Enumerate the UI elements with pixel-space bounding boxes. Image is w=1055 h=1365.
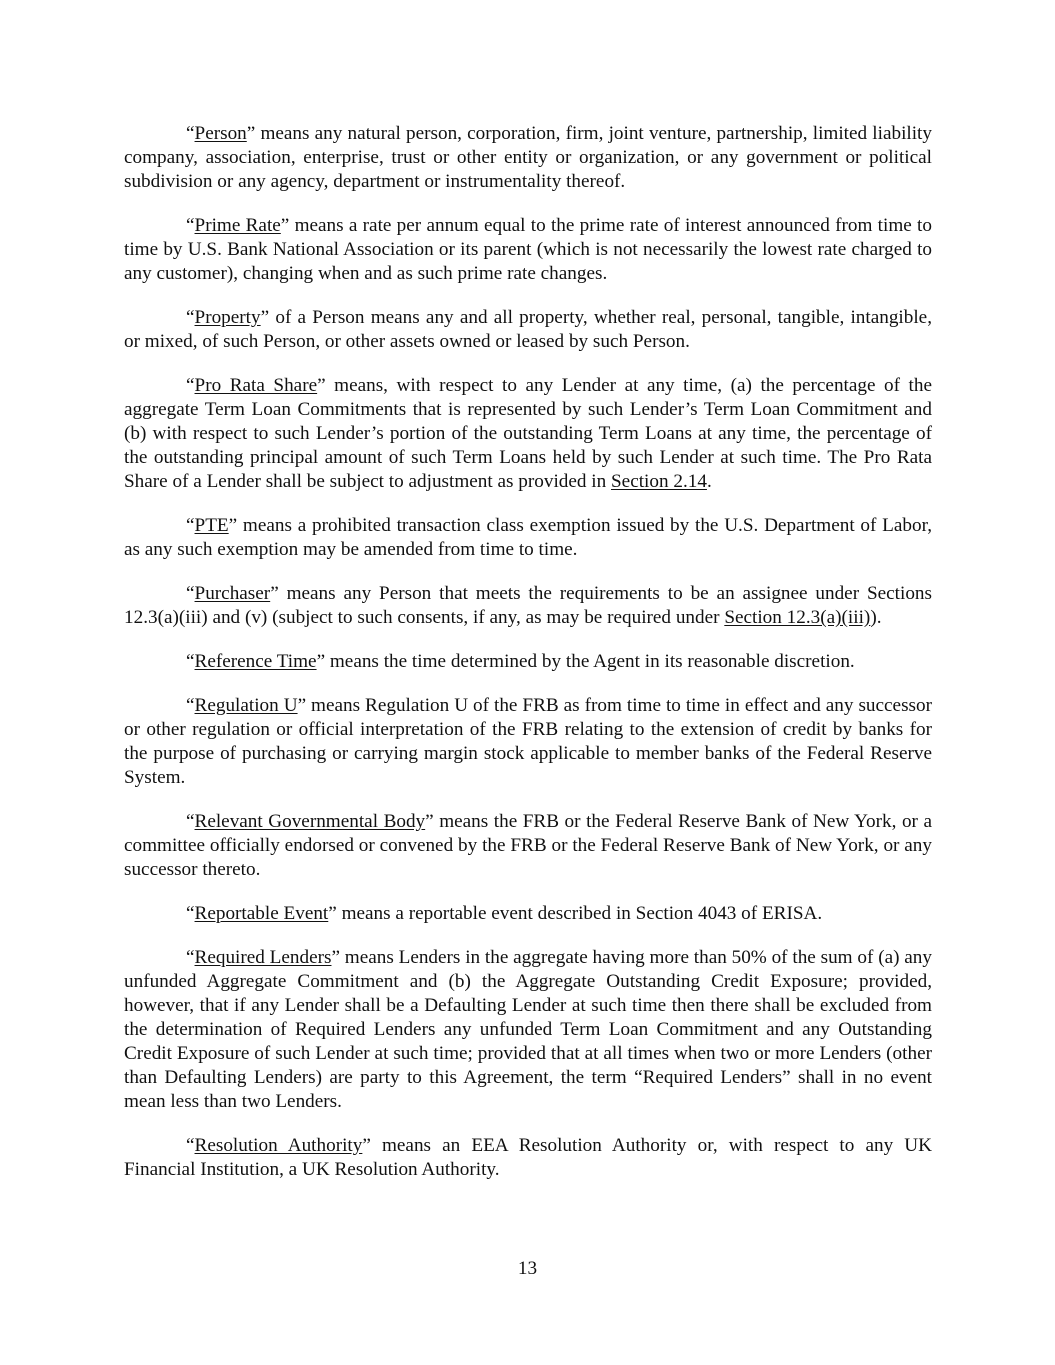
defined-term: Required Lenders [194, 947, 332, 968]
open-quote: “ [186, 903, 195, 924]
open-quote: “ [186, 215, 195, 236]
open-quote: “ [186, 651, 195, 672]
defined-term: Prime Rate [194, 215, 281, 236]
definition-pro-rata-share [124, 374, 932, 494]
defined-term: Resolution Authority [194, 1135, 363, 1156]
defined-term: Reportable Event [194, 903, 329, 924]
definition-text: ” means a reportable event described in Section 4043 of ERISA. [328, 903, 823, 924]
definition-tail: ). [870, 607, 882, 628]
definition-text: ” of a Person means any and all property, whether real, personal, tangible, intangible, or mixed, of such Person, or other assets owned or leased by such Person. [124, 307, 932, 352]
definition-person [124, 122, 932, 194]
open-quote: “ [186, 307, 195, 328]
defined-term: Property [194, 307, 261, 328]
definition-relevant-governmental-body [124, 810, 932, 882]
section-reference: Section 12.3(a)(iii) [724, 607, 871, 628]
definition-required-lenders [124, 946, 932, 1114]
open-quote: “ [186, 695, 195, 716]
open-quote: “ [186, 947, 195, 968]
definition-text: ” means Lenders in the aggregate having more than 50% of the sum of (a) any unfunded Aggregate Commitment and (b) the Aggregate Outstanding Credit Exposure; provided, however, that if any Lender shall be a Defaulting Lender at such time then there shall be excluded from the determination of Required Lenders any unfunded Term Loan Commitment and any Outstanding Credit Exposure of such Lender at such time; provided that at all times when two or more Lenders (other than Defaulting Lenders) are party to this Agreement, the term “Required Lenders” shall in no event mean less than two Lenders. [124, 947, 932, 1112]
definition-pte [124, 514, 932, 562]
definition-resolution-authority [124, 1134, 932, 1182]
defined-term: PTE [194, 515, 229, 536]
definition-tail: . [706, 471, 712, 492]
definition-text: ” means the time determined by the Agent in its reasonable discretion. [316, 651, 855, 672]
definition-reference-time [124, 650, 932, 674]
definition-text: ” means Regulation U of the FRB as from time to time in effect and any successor or other regulation or official interpretation of the FRB relating to the extension of credit by banks for the purpose of purchasing or carrying margin stock applicable to member banks of the Federal Reserve System. [124, 695, 932, 788]
open-quote: “ [186, 515, 195, 536]
definition-text: ” means, with respect to any Lender at any time, (a) the percentage of the aggregate Term Loan Commitments that is represented by such Lender’s Term Loan Commitment and (b) with respect to such Lender’s portion of the outstanding Term Loans at any time, the percentage of the outstanding principal amount of such Term Loans held by such Lender at such time. The Pro Rata Share of a Lender shall be subject to adjustment as provided in [124, 375, 932, 492]
open-quote: “ [186, 123, 195, 144]
definition-purchaser [124, 582, 932, 630]
defined-term: Purchaser [194, 583, 271, 604]
definition-reportable-event [124, 902, 932, 926]
definition-text: ” means an EEA Resolution Authority or, with respect to any UK Financial Institution, a UK Resolution Authority. [124, 1135, 932, 1180]
definition-text: ” means the FRB or the Federal Reserve Bank of New York, or a committee officially endorsed or convened by the FRB or the Federal Reserve Bank of New York, or any successor thereto. [124, 811, 932, 880]
open-quote: “ [186, 1135, 195, 1156]
definition-prime-rate [124, 214, 932, 286]
open-quote: “ [186, 811, 195, 832]
definition-text: ” means a rate per annum equal to the prime rate of interest announced from time to time by U.S. Bank National Association or its parent (which is not necessarily the lowest rate charged to any customer), changing when and as such prime rate changes. [124, 215, 932, 284]
definition-text: ” means any natural person, corporation, firm, joint venture, partnership, limited liability company, association, enterprise, trust or other entity or organization, or any government or political subdivision or any agency, department or instrumentality thereof. [124, 123, 932, 192]
page-number: 13 [517, 1258, 538, 1279]
definition-text: ” means any Person that meets the requirements to be an assignee under Sections 12.3(a)(iii) and (v) (subject to such consents, if any, as may be required under [124, 583, 932, 628]
defined-term: Pro Rata Share [194, 375, 318, 396]
open-quote: “ [186, 375, 195, 396]
open-quote: “ [186, 583, 195, 604]
document-page [124, 122, 932, 1202]
defined-term: Reference Time [194, 651, 317, 672]
defined-term: Person [194, 123, 247, 144]
defined-term: Regulation U [194, 695, 298, 716]
definition-property [124, 306, 932, 354]
defined-term: Relevant Governmental Body [194, 811, 426, 832]
definition-text: ” means a prohibited transaction class exemption issued by the U.S. Department of Labor, as any such exemption may be amended from time to time. [124, 515, 932, 560]
section-reference: Section 2.14 [611, 471, 707, 492]
definition-regulation-u [124, 694, 932, 790]
